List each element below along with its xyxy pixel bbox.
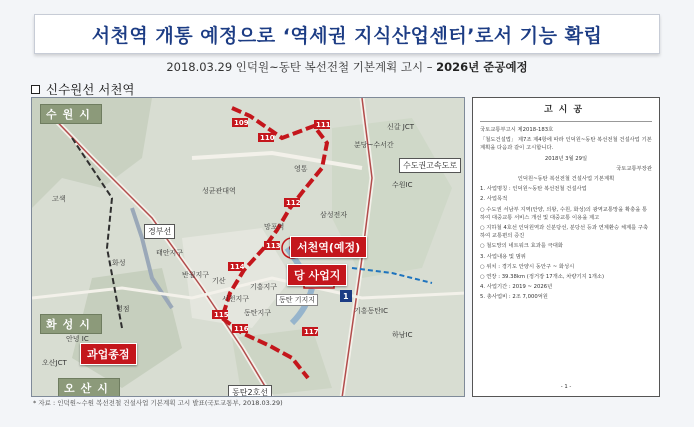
notice-line: ○ 철도망의 네트워크 효과를 극대화 [480,243,563,250]
banwol-label: 반월지구 [182,271,210,279]
yeongtong-label: 영통 [294,165,308,173]
samsung-label: 삼성전자 [320,211,348,219]
city-label-suwon: 수원시 [40,104,102,124]
station-number-109: 109 [234,119,249,127]
map-caption: * 자료 : 인덕원~수원 복선전철 건설사업 기본계획 고시 발표(국토교통부, 2018.03.29) [33,399,283,407]
station-number-112: 112 [286,199,301,207]
dongtan-line-label: 동탄2호선 [228,385,272,397]
page-title: 서천역 개통 예정으로 ‘역세권 지식산업센터’로서 기능 확립 [91,24,603,47]
gosaek-label: 고색 [52,195,66,203]
notice-line: 3. 사업내용 및 범위 [480,253,526,260]
station-number-116: 116 [234,325,249,333]
gyeongbu-label: 경부선 [144,224,175,239]
notice-line: ○ 연장 : 39.38km (정거장 17개소, 차량기지 1개소) [480,273,605,280]
notice-line: 4. 사업기간 : 2019 ~ 2026년 [480,284,553,291]
route-map [31,97,465,397]
dongtan-depot-label: 동탄 기지지 [276,294,318,306]
sungkyunkwan-label: 성균관대역 [202,187,236,195]
notice-signer: 국토교통부장관 [616,165,652,172]
city-label-osan: 오산시 [58,378,120,397]
giheung-jigu-label: 기흥지구 [250,283,278,291]
notice-line: ○ 수도권 서남부 지역(안양, 의왕, 수원, 화성)의 광역교통망을 확충을 통하여 대중교통 서비스 개선 및 대중교통 이용을 제고 [480,206,648,221]
svg-text:1: 1 [343,292,349,301]
site-label: 당 사업지 [287,264,347,286]
station-number-114: 114 [230,263,245,271]
station-label-seocheon: 서천역(예정) [290,236,367,258]
station-number-117: 117 [304,328,319,336]
bundang-label: 분당~수서간 [354,141,394,149]
seocheon-jigu-label: 서천지구 [222,295,250,303]
city-label-hwaseong: 화성시 [40,314,102,334]
terminus-label: 과업종점 [80,343,137,365]
notice-line: 5. 총사업비 : 2조 7,000억원 [480,294,548,301]
notice-line: 2. 사업목적 [480,196,508,203]
subtitle [0,59,694,75]
notice-line: ○ 위치 : 경기도 안양시 동안구 ~ 화성시 [480,263,575,270]
station-number-113: 113 [266,242,281,250]
gisan-label: 기산 [212,277,226,285]
subtitle-prefix: 2018.03.29 인덕원~동탄 복선전철 기본계획 고시 – [166,60,437,74]
notice-line: 국토교통부고시 제2018-183호 [480,126,554,133]
station-number-111: 111 [316,121,331,129]
section-label: 신수원선 서천역 [46,82,135,97]
byeongjeom-label: 병점 [116,305,130,313]
dongtan-jigu-label: 동탄지구 [244,309,272,317]
suwon-ic-label: 수원IC [392,181,413,189]
osan-jct-label: 오산JCT [42,359,67,367]
notice-heading: 고시공 [480,104,652,122]
notice-document [472,97,660,397]
notice-page-number: - 1 - [560,383,572,390]
hwaseong-label: 화성 [112,259,126,267]
notice-line: 「철도건설법」 제7조 제4항에 따라 인덕원~동탄 복선전철 건설사업 기본계획을 다음과 같이 고시합니다. [480,137,652,152]
notice-date: 2018년 3월 29일 [544,155,588,162]
notice-line: ○ 지하철 4호선 인덕원역과 신분당선, 분당선 등과 연계환승 체계를 구축하여 교통편의 증진 [480,224,649,240]
station-number-115: 115 [214,311,229,319]
title-box [34,14,660,54]
anyeong-ic-label: 안녕 IC [66,335,89,343]
taean-label: 태안지구 [156,249,184,257]
expressway-label: 수도권고속도로 [399,158,461,173]
station-number-110: 110 [260,134,275,142]
giheung-ic-label: 기흥동탄IC [354,307,389,315]
mangpo-label: 망포역 [264,223,285,231]
section-heading [31,80,135,98]
singal-jct-label: 신갈 JCT [387,123,414,131]
hanam-ic-label: 하남IC [392,331,413,339]
subtitle-highlight: 2026년 준공예정 [436,60,528,74]
notice-plan-title: 인덕원~동탄 복선전철 건설사업 기본계획 [517,175,615,182]
square-bullet-icon [31,85,40,94]
notice-line: 1. 사업명칭 : 인덕원~동탄 복선전철 건설사업 [480,186,587,193]
